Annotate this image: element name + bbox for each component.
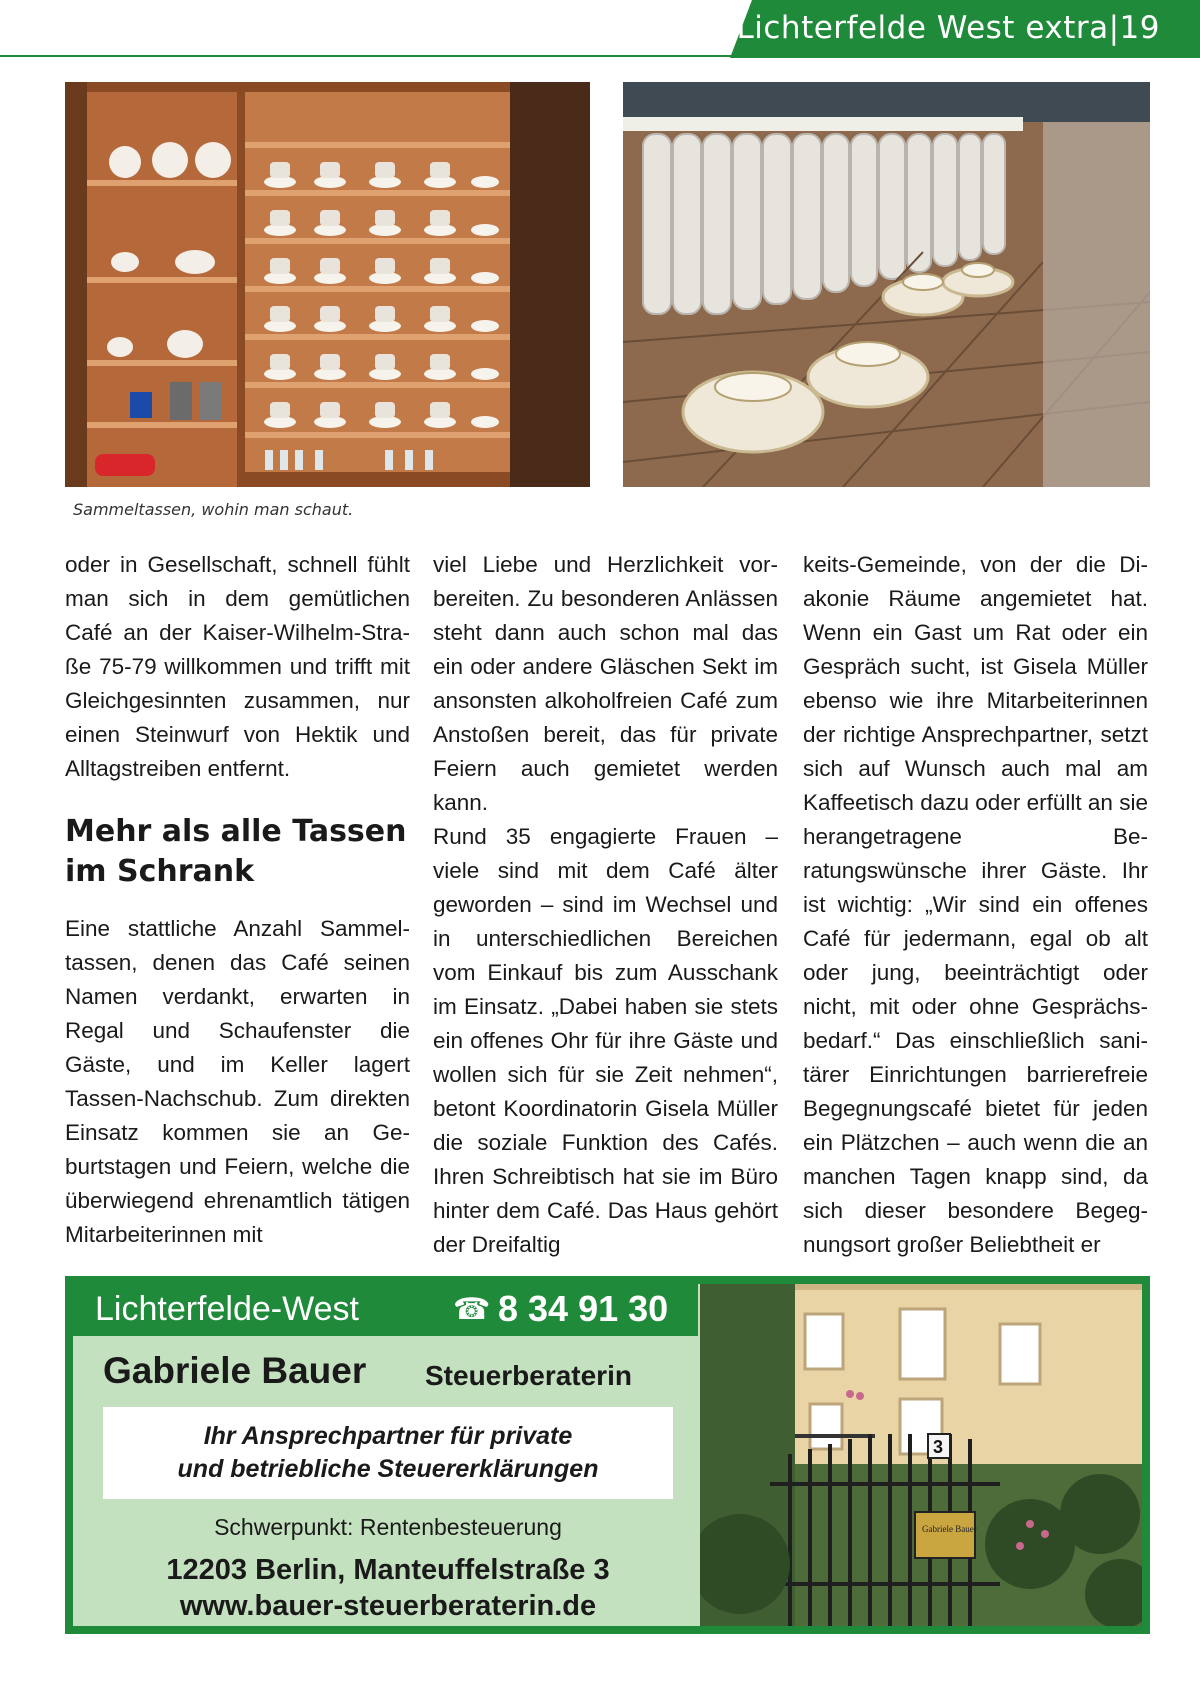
tax-advisor-advertisement <box>65 1276 1150 1634</box>
house-number-sign: 3 <box>933 1437 944 1457</box>
article-paragraph: Eine stattliche Anzahl Sammeltassen, denen das Café seinen Namen verdankt, erwarten in Regal und Schaufenster die Gäste, und im Keller lagert Tassen-Nachschub. Zum direkten Einsatz kommen sie an Geburtstagen und Feiern, welche die überwiegend ehrenamtlich tätigen Mitarbeiterinnen mit <box>65 916 410 1247</box>
ad-location: Lichterfelde-West <box>95 1290 359 1328</box>
ad-contact <box>103 1552 673 1624</box>
photo-cup-shelves <box>65 82 590 487</box>
photo-caption: Sammeltassen, wohin man schaut. <box>73 500 354 519</box>
article-column-3 <box>803 548 1148 1262</box>
section-title: Lichterfelde West extra <box>736 10 1109 46</box>
ad-photo-office-entrance <box>700 1284 1142 1626</box>
ad-focus-area: Schwerpunkt: Rentenbesteuerung <box>214 1514 562 1540</box>
page-number: 19 <box>1119 10 1160 46</box>
ad-address: 12203 Berlin, Manteuffelstraße 3 <box>166 1554 610 1586</box>
subheading-line-1: Mehr als alle Tassen <box>65 814 407 849</box>
ad-advisor-title: Steuerberaterin <box>425 1360 632 1391</box>
ad-tagline-line-2: und betriebliche Steuererklärungen <box>177 1455 599 1483</box>
nameplate-text: Gabriele Bauer <box>922 1524 977 1534</box>
article-paragraph: keits-Gemeinde, von der die Diakonie Räume angemietet hat. Wenn ein Gast um Rat oder ein Gespräch sucht, ist Gisela Müller ebenso wie ihre Mitarbeiterinnen der richtige Ansprechpartner, setzt sich auf Wunsch auch mal am Kaffeetisch dazu oder erfüllt an sie herangetragene Beratungswünsche ihrer Gäste. Ihr ist wichtig: „Wir sind ein offenes Café für jedermann, egal ob alt oder jung, beeinträchtigt oder nicht, mit oder ohne Gesprächsbedarf.“ Das einschließlich sanitärer Einrichtungen barrierefreie Begegnungscafé bietet für jeden ein Plätzchen – auch wenn die an manchen Tagen knapp sind, da sich dieser besondere Begegnungsort großer Beliebtheit er <box>803 552 1148 1257</box>
ad-website-link[interactable]: www.bauer-steuerberaterin.de <box>179 1590 597 1622</box>
section-header <box>737 10 1161 46</box>
header-separator: | <box>1108 10 1120 46</box>
ad-tagline-line-1: Ihr Ansprechpartner für private <box>203 1422 573 1450</box>
article-column-2 <box>433 548 778 1262</box>
ad-header-bar <box>73 1284 698 1336</box>
article-paragraph: viel Liebe und Herzlichkeit vorbereiten. Zu besonderen Anlässen steht dann auch schon mal das ein oder andere Gläschen Sekt im ansonsten alkoholfreien Café zum Anstoßen bereit, das für private Feiern auch gemietet werden kann. <box>433 552 778 815</box>
article-paragraph: oder in Gesellschaft, schnell fühlt man sich in dem gemütlichen Café an der Kaiser-Wilhelm-Straße 75-79 willkommen und trifft mit Gleichgesinnten zusammen, nur einen Steinwurf von Hektik und Alltagstreiben entfernt. <box>65 552 410 781</box>
ad-advisor-name: Gabriele Bauer <box>103 1350 367 1391</box>
ad-phone-number: 8 34 91 30 <box>498 1288 669 1329</box>
article-column-1 <box>65 548 410 1252</box>
telephone-icon: ☎ <box>453 1292 491 1327</box>
article-subheading <box>65 812 410 892</box>
ad-tagline-box <box>103 1407 673 1499</box>
subheading-line-2: im Schrank <box>65 854 255 889</box>
photo-shop-window <box>623 82 1150 487</box>
article-paragraph: Rund 35 engagierte Frauen – viele sind mit dem Café älter geworden – sind im Wechsel und in unterschiedlichen Bereichen vom Einkauf bis zum Ausschank im Einsatz. „Dabei haben sie stets ein offenes Ohr für ihre Gäste und wollen sich für sie Zeit nehmen“, betont Koordinatorin Gisela Müller die soziale Funktion des Cafés. Ihren Schreibtisch hat sie im Büro hinter dem Café. Das Haus gehört der Dreifaltig <box>433 824 778 1257</box>
